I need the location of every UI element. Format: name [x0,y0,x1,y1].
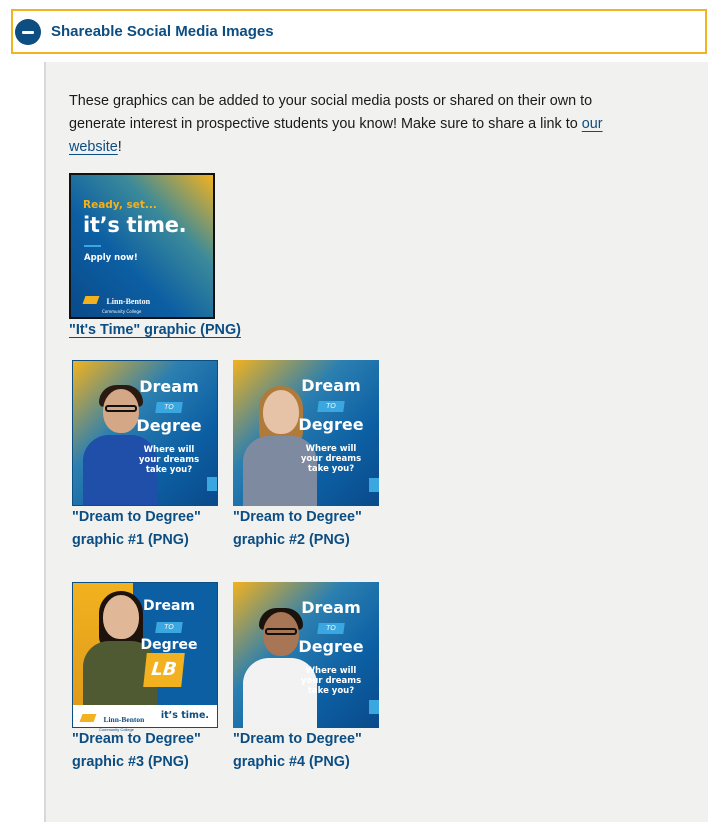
intro-text-end: ! [117,139,122,155]
lb-badge: LB [143,653,185,687]
its-time-cta: Apply now! [84,253,138,263]
linn-benton-logo: Linn-Benton Community College [84,291,150,314]
decorative-tab [369,700,379,714]
dream-graphic-4[interactable]: Dream TO Degree Where will your dreams take you? [233,582,379,728]
its-time-download-link[interactable]: "It's Time" graphic (PNG) [69,322,241,338]
dream-graphic-4-link[interactable]: "Dream to Degree" graphic #4 (PNG) [233,731,362,770]
dream-graphic-3[interactable]: Dream TO Degree LB Linn-Benton Community College it’s time. [72,582,218,728]
divider [84,245,101,247]
dream-graphic-1-link[interactable]: "Dream to Degree" graphic #1 (PNG) [72,509,201,548]
intro-paragraph [69,90,624,159]
our-website-link-part2[interactable]: website [69,139,118,155]
dream-graphic-2-link[interactable]: "Dream to Degree" graphic #2 (PNG) [233,509,362,548]
accordion-header[interactable] [11,9,707,54]
dream-graphic-2[interactable]: Dream TO Degree Where will your dreams take you? [233,360,379,506]
intro-text: These graphics can be added to your social media posts or shared on their own to generate interest in prospective students you know! Make sure to share a link to [69,93,593,132]
logo-mark-icon [80,714,97,722]
its-time-graphic[interactable] [69,173,215,319]
logo-mark-icon [83,296,100,304]
dream-graphic-1[interactable]: Dream TO Degree Where will your dreams take you? [72,360,218,506]
minus-icon[interactable] [15,19,41,45]
its-time-headline: it’s time. [83,213,187,237]
graphic-footer: Linn-Benton Community College it’s time. [73,705,217,727]
our-website-link-part1[interactable]: our [581,116,603,132]
accordion-title[interactable]: Shareable Social Media Images [51,23,274,40]
dream-graphic-3-link[interactable]: "Dream to Degree" graphic #3 (PNG) [72,731,201,770]
decorative-tab [369,478,379,492]
its-time-ready: Ready, set... [83,199,157,211]
decorative-tab [207,477,217,491]
